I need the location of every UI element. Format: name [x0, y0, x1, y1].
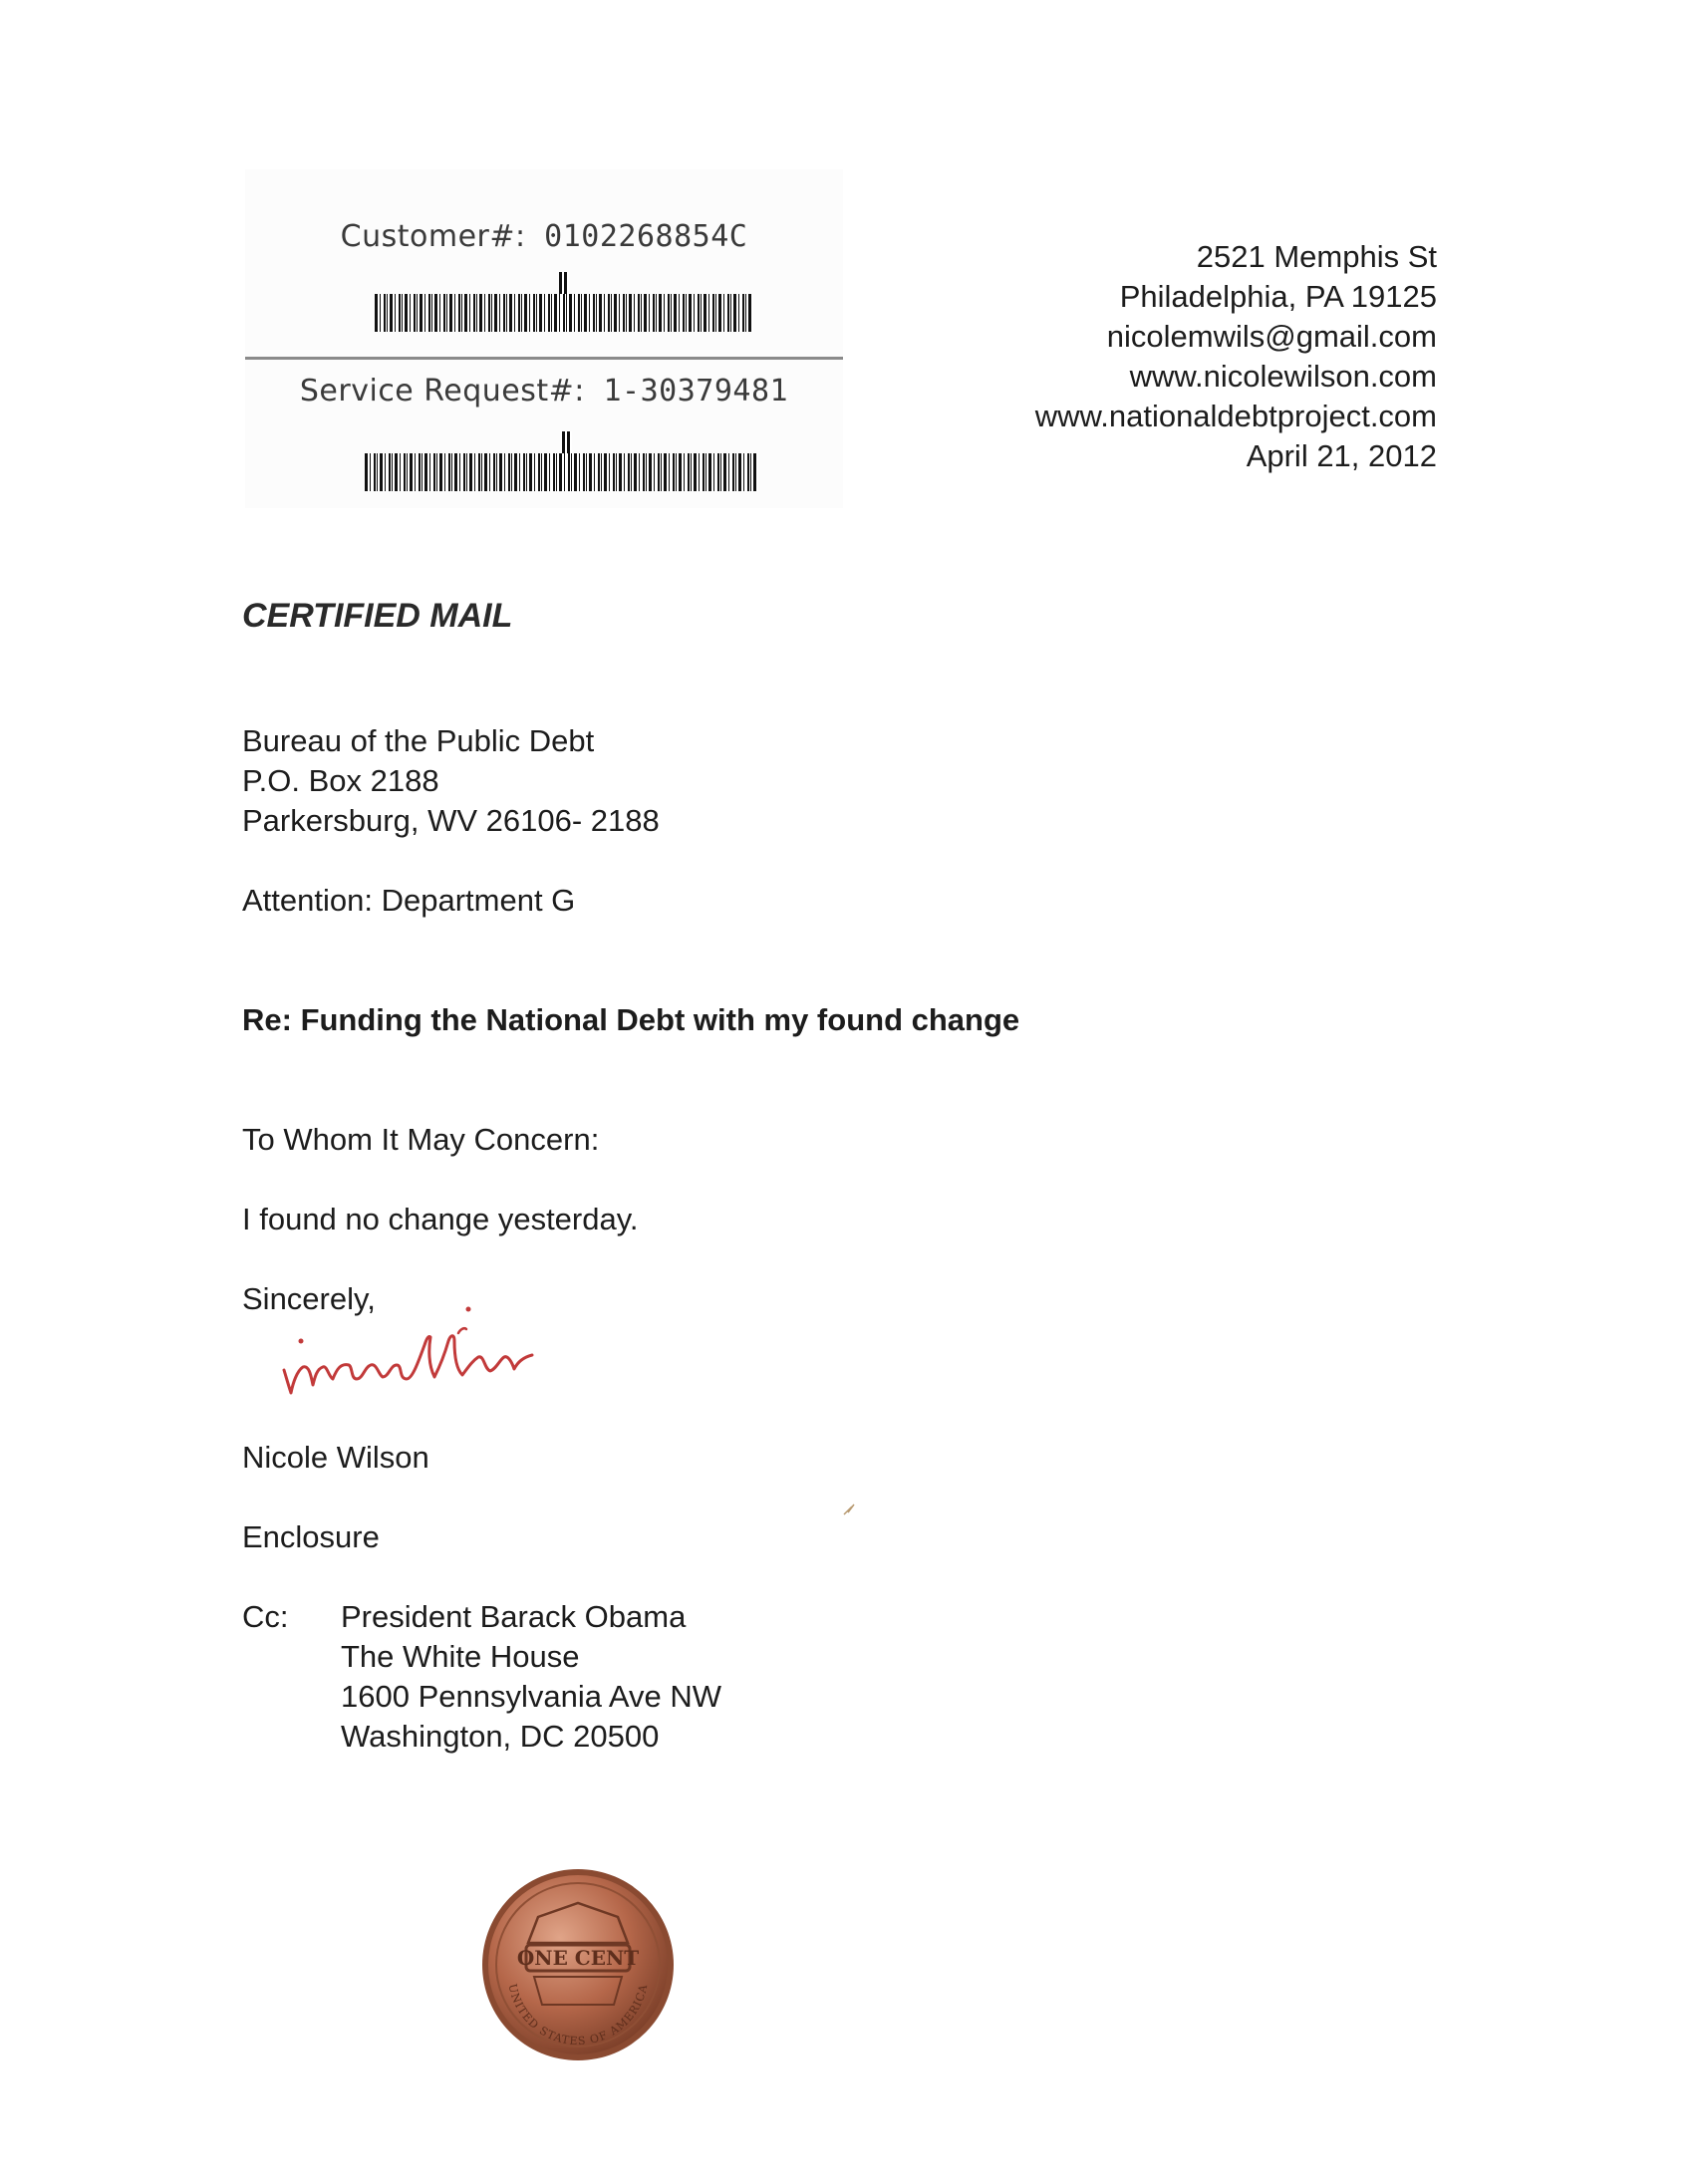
cc-label: Cc: — [242, 1599, 289, 1634]
signer-name: Nicole Wilson — [242, 1440, 429, 1475]
sender-website: www.nicolewilson.com — [1129, 359, 1437, 394]
sender-address — [1035, 237, 1437, 476]
customer-barcode — [375, 294, 753, 332]
barcode-label — [245, 169, 843, 508]
coin-denomination: ONE CENT — [516, 1946, 640, 1970]
handwritten-signature — [279, 1295, 638, 1425]
cc-recipient-street: 1600 Pennsylvania Ave NW — [341, 1679, 721, 1714]
barcode-marker — [559, 272, 569, 294]
barcode-marker — [562, 431, 572, 453]
coin-rim-text: UNITED STATES OF AMERICA — [505, 1982, 651, 2048]
service-request-value: 1-30379481 — [603, 374, 789, 409]
attention-line: Attention: Department G — [242, 883, 576, 918]
sender-project-website: www.nationaldebtproject.com — [1034, 399, 1437, 433]
service-request-label: Service Request#: — [299, 374, 585, 409]
label-divider — [245, 357, 843, 360]
recipient-name: Bureau of the Public Debt — [242, 723, 595, 758]
sender-street: 2521 Memphis St — [1196, 239, 1437, 274]
certified-mail-heading: CERTIFIED MAIL — [242, 597, 513, 635]
subject-line: Re: Funding the National Debt with my found change — [242, 1002, 1020, 1037]
sender-city: Philadelphia, PA 19125 — [1119, 279, 1437, 314]
sender-email: nicolemwils@gmail.com — [1106, 319, 1437, 354]
service-request-barcode — [365, 453, 758, 491]
customer-number-label: Customer#: — [340, 219, 526, 254]
cc-recipient-name: President Barack Obama — [341, 1599, 687, 1634]
letter-date: April 21, 2012 — [1246, 438, 1437, 473]
recipient-address — [242, 721, 660, 841]
customer-number-row — [245, 219, 843, 254]
cc-recipient-city: Washington, DC 20500 — [341, 1719, 660, 1754]
enclosure-note: Enclosure — [242, 1519, 380, 1554]
customer-number-value: 0102268854C — [544, 219, 748, 254]
cc-recipient-org: The White House — [341, 1639, 580, 1674]
penny-coin — [478, 1865, 678, 2064]
service-request-row — [245, 374, 843, 409]
recipient-po-box: P.O. Box 2188 — [242, 763, 439, 798]
paper-speck — [842, 1502, 856, 1516]
closing: Sincerely, — [242, 1281, 376, 1316]
salutation: To Whom It May Concern: — [242, 1122, 600, 1157]
cc-recipient — [341, 1597, 721, 1757]
recipient-city: Parkersburg, WV 26106- 2188 — [242, 803, 660, 838]
letter-body: I found no change yesterday. — [242, 1202, 639, 1236]
